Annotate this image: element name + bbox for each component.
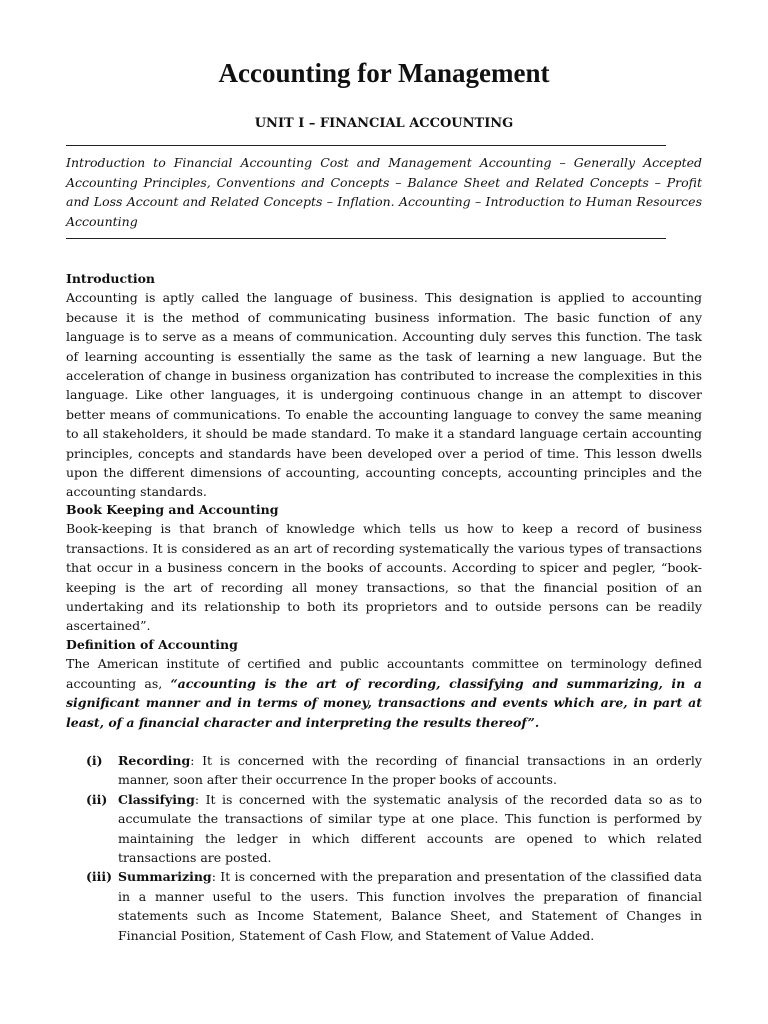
list-item bbox=[86, 867, 702, 945]
definition-heading: Definition of Accounting bbox=[66, 637, 238, 652]
definition-lead: The American institute of certified and public accountants committee on terminology defined accounting as, bbox=[66, 656, 702, 691]
page-title: Accounting for Management bbox=[218, 58, 550, 88]
list-item-term: Recording bbox=[118, 753, 191, 768]
introduction-heading: Introduction bbox=[66, 271, 156, 286]
bookkeeping-body: Book-keeping is that branch of knowledge which tells us how to keep a record of business transactions. It is considered as an art of recording systematically the various types of transactions that occur in a business concern in the books of accounts. According to spicer and pegler, “book-keeping is the art of recording all money transactions, so that the financial position of an undertaking and its relationship to both its proprietors and to outside persons can be readily ascertained”. bbox=[66, 521, 702, 634]
introduction-section bbox=[66, 269, 702, 502]
list-item bbox=[86, 751, 702, 790]
definition-body bbox=[66, 654, 702, 732]
list-item-text: : It is concerned with the recording of financial transactions in an orderly manner, soon after their occurrence In the proper books of accounts. bbox=[118, 753, 702, 788]
top-divider bbox=[66, 145, 666, 146]
unit-heading: UNIT I – FINANCIAL ACCOUNTING bbox=[254, 116, 514, 131]
list-item-text: : It is concerned with the preparation and presentation of the classified data in a manner useful to the users. This function involves the preparation of financial statements such as Income Statement, Balance Sheet, and Statement of Changes in Financial Position, Statement of Cash Flow, and Statement of Value Added. bbox=[118, 869, 702, 943]
list-item-number: (ii) bbox=[86, 791, 108, 807]
list-item-number: (i) bbox=[86, 753, 103, 768]
definition-quote: “accounting is the art of recording, classifying and summarizing, in a significant manner and in terms of money, transactions and events which are, in part at least, of a financial character and interpreting the results thereof”. bbox=[66, 675, 702, 730]
bottom-divider bbox=[66, 238, 666, 239]
list-item-number: (iii) bbox=[86, 869, 113, 885]
list-item bbox=[86, 790, 702, 868]
syllabus-summary: Introduction to Financial Accounting Cost and Management Accounting – Generally Accepted Accounting Principles, Conventions and Concepts – Balance Sheet and Related Concepts – Profit and Loss Account and Related Concepts – Inflation. Accounting – Introduction to Human Resources Accounting bbox=[66, 155, 702, 229]
introduction-body: Accounting is aptly called the language of business. This designation is applied to accounting because it is the method of communicating business information. The basic function of any language is to serve as a means of communication. Accounting duly serves this function. The task of learning accounting is essentially the same as the task of learning a new language. But the acceleration of change in business organization has contributed to increase the complexities in this language. Like other languages, it is undergoing continuous change in an attempt to discover better means of communications. To enable the accounting language to convey the same meaning to all stakeholders, it should be made standard. To make it a standard language certain accounting principles, concepts and standards have been developed over a period of time. This lesson dwells upon the different dimensions of accounting, accounting concepts, accounting principles and the accounting standards. bbox=[66, 290, 702, 500]
bookkeeping-section bbox=[66, 500, 702, 636]
list-item-term: Classifying bbox=[118, 791, 195, 807]
functions-list bbox=[86, 751, 702, 945]
bookkeeping-heading: Book Keeping and Accounting bbox=[66, 502, 279, 517]
definition-section bbox=[66, 635, 702, 732]
list-item-term: Summarizing bbox=[118, 869, 212, 885]
list-item-text: : It is concerned with the systematic analysis of the recorded data so as to accumulate the transactions of similar type at one place. This function is performed by maintaining the ledger in which different accounts are opened to which related transactions are posted. bbox=[118, 791, 702, 866]
